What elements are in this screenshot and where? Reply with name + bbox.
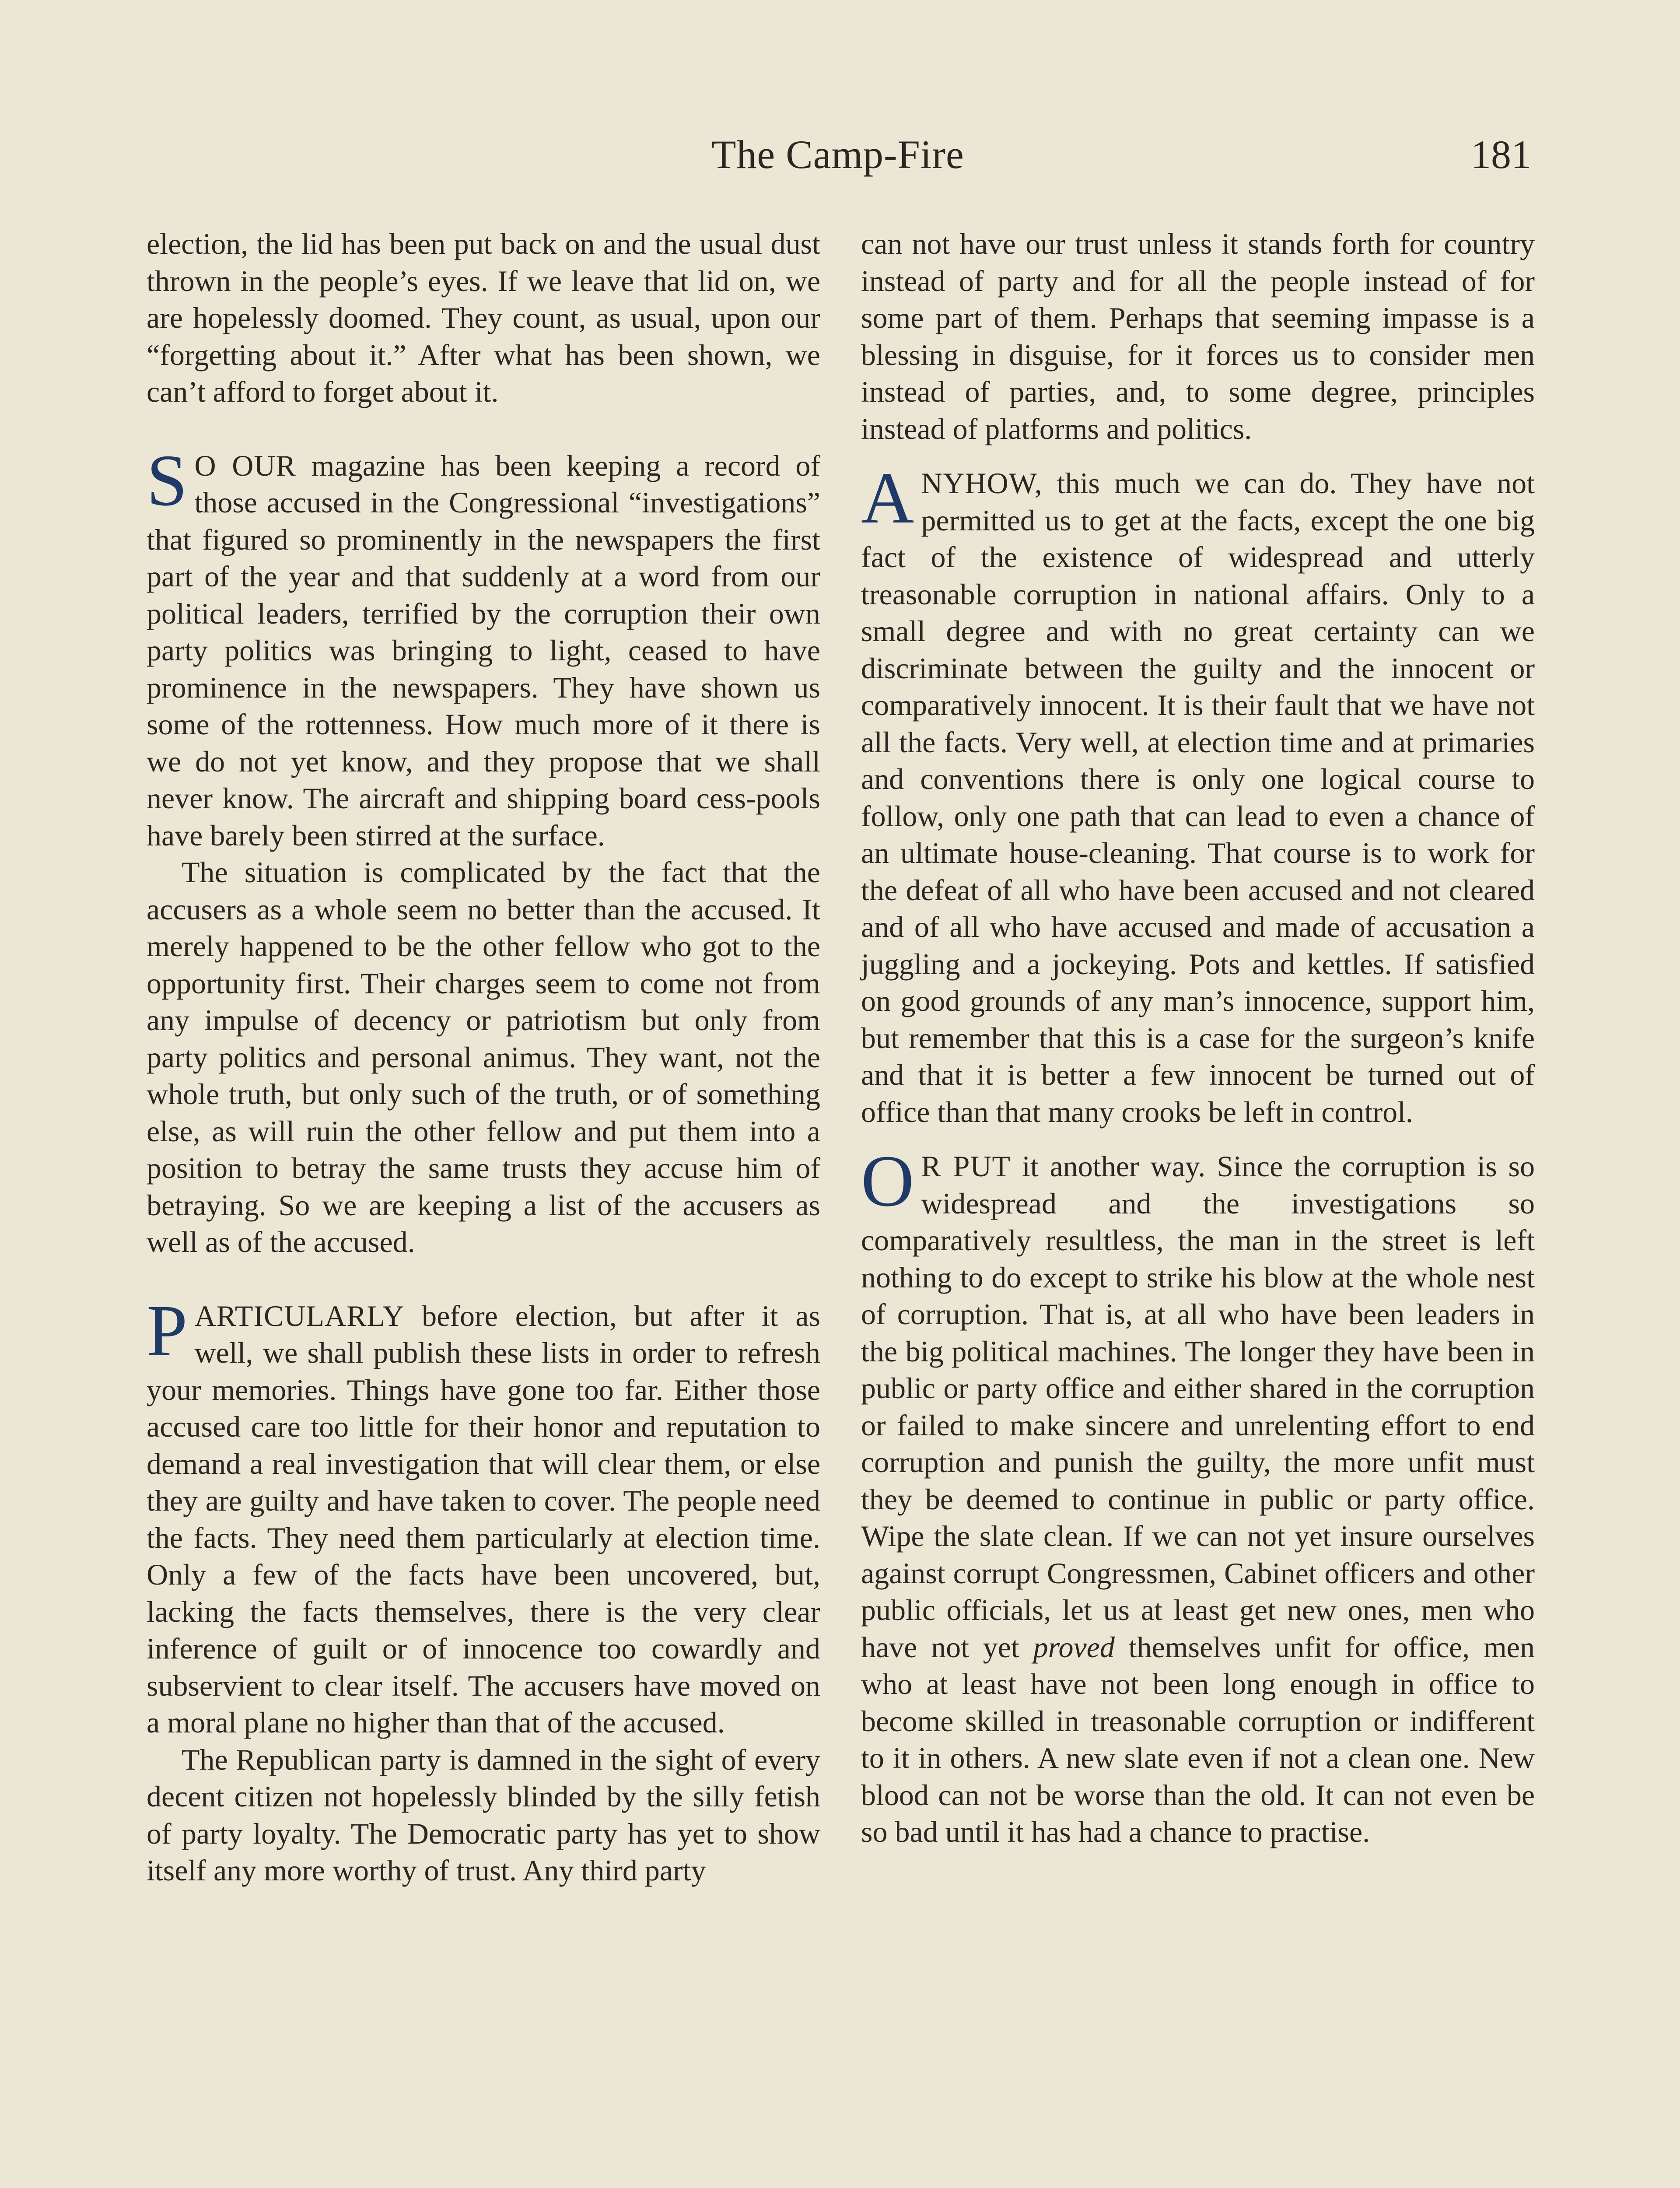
lead-in: NYHOW, (921, 466, 1043, 500)
paragraph-text: before election, but after it as well, we shall publish these lists in order to refresh your memories. Things have gone too far. Either those accused care too little for their honor and reputation to demand a real investigation that will clear them, or else they are guilty and have taken to cover. The people need the facts. They need them particularly at election time. Only a few of the facts have been uncovered, but, lacking the facts themselves, there is the very clear inference of guilt or of innocence too cowardly and subservient to clear itself. The accusers have moved on a moral plane no higher than that of the accused. (147, 1299, 820, 1739)
paragraph-text: magazine has been keeping a record of those accused in the Congressional “investigations” that figured so prominently in the newspapers the first part of the year and that suddenly at a word from our political leaders, terrified by the corruption their own party politics was bringing to light, ceased to have prominence in the newspapers. They have shown us some of the rottenness. How much more of it there is we do not yet know, and they propose that we shall never know. The aircraft and shipping board cess-pools have barely been stirred at the surface. (147, 449, 820, 852)
paragraph: election, the lid has been put back on and the usual dust thrown in the people’s eyes. If we leave that lid on, we are hopelessly doomed. They count, as usual, upon our “forgetting about it.” After what has been shown, we can’t afford to forget about it. (147, 227, 820, 408)
paragraph-text: themselves unfit for office, men who at least have not been long enough in office to become skilled in treasonable corruption or indifferent to it in others. A new slate even if not a clean one. New blood can not be worse than the old. It can not even be so bad until it has had a chance to practise. (861, 1630, 1535, 1848)
lead-in: R PUT (921, 1150, 1011, 1183)
paragraph: The Republican party is damned in the sight of every decent citizen not hopelessly blinded by the silly fetish of party loyalty. The Democratic party has yet to show itself any more worthy of trust. Any third party (147, 1743, 820, 1887)
paragraph: can not have our trust unless it stands forth for country instead of party and for all the people instead of for some part of them. Perhaps that seeming impasse is a blessing in disguise, for it forces us to consider men instead of parties, and, to some degree, principles instead of platforms and politics. (861, 227, 1535, 445)
right-column (861, 225, 1535, 1851)
emphasis: proved (1033, 1630, 1115, 1664)
drop-cap: O (861, 1140, 914, 1222)
paragraph-text: this much we can do. They have not permitted us to get at the facts, except the one big fact of the existence of widespread and utterly treasonable corruption in national affairs. Only to a small degree and with no great certainty can we discriminate between the guilty and the innocent or comparatively innocent. It is their fault that we have not all the facts. Very well, at election time and at primaries and conventions there is only one logical course to follow, only one path that can lead to even a chance of an ultimate house-cleaning. That course is to work for the defeat of all who have been accused and not cleared and of all who have accused and made of accusation a juggling and a jockeying. Pots and kettles. If satisfied on good grounds of any man’s innocence, support him, but remember that this is a case for the surgeon’s knife and that it is better a few innocent be turned out of office than that many crooks be left in control. (861, 466, 1535, 1129)
paragraph-drop-cap (861, 457, 1535, 1130)
page-header (144, 131, 1531, 193)
paragraph-drop-cap (861, 1140, 1535, 1851)
page-number: 181 (1471, 132, 1531, 177)
paragraph-drop-cap (147, 1290, 820, 1741)
drop-cap: P (147, 1290, 188, 1371)
lead-in: O OUR (194, 449, 296, 482)
left-column (147, 225, 820, 1889)
paragraph: The situation is complicated by the fact that the accusers as a whole seem no better than the accused. It merely happened to be the other fellow who got to the opportunity first. Their charges seem to come not from any impulse of decency or patriotism but only from party politics and personal animus. They want, not the whole truth, but only such of the truth, or of something else, as will ruin the other fellow and put them into a position to betray the same trusts they accuse him of betraying. So we are keeping a list of the accusers as well as of the accused. (147, 856, 820, 1259)
drop-cap: A (861, 457, 914, 539)
running-title: The Camp-Fire (711, 132, 964, 177)
paragraph-text: it another way. Since the corruption is so widespread and the investigations so comparatively resultless, the man in the street is left nothing to do except to strike his blow at the whole nest of corruption. That is, at all who have been leaders in the big political machines. The longer they have been in public or party office and either shared in the corruption or failed to make sincere and unrelenting effort to end corruption and punish the guilty, the more unfit must they be deemed to continue in public or party office. Wipe the slate clean. If we can not yet insure ourselves against corrupt Congressmen, Cabinet officers and other public officials, let us at least get new ones, men who have not yet (861, 1150, 1535, 1664)
paragraph-drop-cap (147, 439, 820, 854)
lead-in: ARTICULARLY (194, 1299, 405, 1332)
drop-cap: S (147, 439, 188, 521)
